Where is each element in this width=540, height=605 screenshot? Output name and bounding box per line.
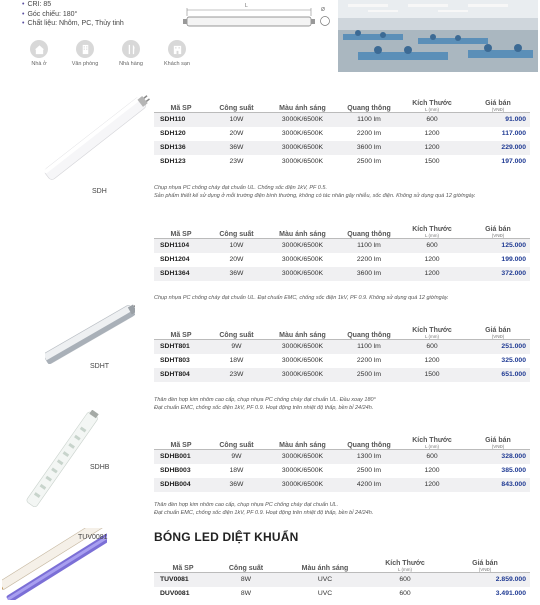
restaurant-icon <box>122 40 140 58</box>
header-sku: Mã SP <box>170 104 192 112</box>
spec-list <box>22 0 124 29</box>
table-row: SDH136 36W 3000K/6500K 3600 lm 1200 229.000 <box>154 141 530 155</box>
header-power: Công suất <box>219 441 254 449</box>
application-label: Nhà hàng <box>119 61 143 67</box>
header-price: Giá bán (VNĐ) <box>485 326 511 339</box>
product-group-label: SDH <box>92 188 107 195</box>
header-size: Kích Thước L (mm) <box>412 326 452 339</box>
spec-material: • Chất liệu: Nhôm, PC, Thủy tinh <box>22 19 124 29</box>
header-sku: Mã SP <box>170 230 192 238</box>
product-note: Thân đèn hợp kim nhôm cao cấp, chụp nhựa PC chống cháy đạt chuẩn UL. Đạt chuẩn EMC, chống sốc điện 1kV, PF 0.9. Hoạt động trên nhiệt độ thấp, bền bỉ 24/24h. <box>154 502 374 516</box>
header-lumen: Quang thông <box>347 441 391 449</box>
length-label: L <box>245 3 248 9</box>
product-note: Chụp nhựa PC chống cháy đạt chuẩn UL. Chống sốc điện 1kV, PF 0.5. Sản phẩm thiết kế sử dụng ở mỗi trường điện bình thường, không có tác nhân gây nhiễu, sốc điện. Không sử dụng quá 12 giờ/ngày. <box>154 185 476 199</box>
header-power: Công suất <box>219 230 254 238</box>
uv-section-title: BÓNG LED DIỆT KHUẨN <box>154 530 299 544</box>
header-size: Kích Thước L (mm) <box>385 559 425 572</box>
header-sku: Mã SP <box>170 441 192 449</box>
table-row: DUV0081 8W UVC 600 3.491.000 <box>160 590 526 597</box>
application-label: Văn phòng <box>71 61 99 67</box>
product-group-label: SDHB <box>90 464 110 471</box>
application-icons <box>20 40 196 67</box>
header-size: Kích Thước L (mm) <box>412 225 452 238</box>
table-row: SDHB001 9W 3000K/6500K 1300 lm 600 328.000 <box>154 449 530 464</box>
header-power: Công suất <box>228 564 264 572</box>
header-lumen: Quang thông <box>347 230 391 238</box>
house-icon <box>30 40 48 58</box>
table-row: SDHT804 23W 3000K/6500K 2500 lm 1500 651.000 <box>154 368 530 382</box>
office-icon <box>76 40 94 58</box>
factory-photo <box>338 0 538 72</box>
product-table-sdht <box>154 321 530 382</box>
application-office <box>66 40 104 67</box>
product-table-uv <box>154 550 530 601</box>
table-row: SDH1364 36W 3000K/6500K 3600 lm 1200 372.000 <box>154 267 530 281</box>
header-price: Giá bán (VNĐ) <box>485 225 511 238</box>
product-table-sdh <box>154 94 530 169</box>
header-sku: Mã SP <box>172 564 194 572</box>
header-lumen: Quang thông <box>347 331 391 339</box>
sdh-tube-image <box>40 90 150 190</box>
product-group-label: SDHT <box>90 363 110 370</box>
header-color: Màu ánh sáng <box>301 564 349 572</box>
table-row: SDH1204 20W 3000K/6500K 2200 lm 1200 199.000 <box>160 256 526 263</box>
diameter-label: Ø <box>321 7 325 13</box>
tube-dimension-diagram <box>175 3 335 43</box>
sdhb-tube-image <box>18 410 108 515</box>
header-sku: Mã SP <box>170 331 192 339</box>
table-row: SDHT801 9W 3000K/6500K 1100 lm 600 251.000 <box>154 339 530 354</box>
sdht-tube-image <box>45 302 135 369</box>
header-color: Màu ánh sáng <box>279 230 326 238</box>
header-price: Giá bán (VNĐ) <box>485 436 511 449</box>
header-color: Màu ánh sáng <box>279 331 326 339</box>
spec-cri: • CRI: 85 <box>22 0 124 10</box>
product-note: Chụp nhựa PC chống cháy đạt chuẩn UL. Đạt chuẩn EMC, chống sốc điện 1kV, PF 0.9. Không sử dụng quá 12 giờ/ngày. <box>154 295 449 301</box>
table-row: SDHT803 18W 3000K/6500K 2200 lm 1200 325.000 <box>160 357 526 364</box>
header-color: Màu ánh sáng <box>279 104 326 112</box>
table-row: SDH120 20W 3000K/6500K 2200 lm 1200 117.000 <box>160 130 526 137</box>
header-size: Kích Thước L (mm) <box>412 99 452 112</box>
product-group-label: TUV0081 <box>78 534 108 541</box>
table-row: SDH1104 10W 3000K/6500K 1100 lm 600 125.000 <box>154 238 530 253</box>
product-note: Thân đèn hợp kim nhôm cao cấp, chụp nhựa PC chống cháy đạt chuẩn UL. Đầu xoay 180° Đạt chuẩn EMC, chống sốc điện 1kV, PF 0.9. Hoạt động trên nhiệt độ thấp, bền bỉ 24/24h. <box>154 397 376 411</box>
application-label: Khách sạn <box>164 61 190 67</box>
header-power: Công suất <box>219 104 254 112</box>
application-hotel <box>158 40 196 67</box>
application-label: Nhà ở <box>31 61 47 67</box>
header-price: Giá bán (VNĐ) <box>485 99 511 112</box>
product-table-sdhb <box>154 431 530 492</box>
header-price: Giá bán (VNĐ) <box>472 559 498 572</box>
table-row: SDHB004 36W 3000K/6500K 4200 lm 1200 843.000 <box>154 478 530 492</box>
table-row: SDH123 23W 3000K/6500K 2500 lm 1500 197.000 <box>160 158 526 165</box>
header-lumen: Quang thông <box>347 104 391 112</box>
application-house <box>20 40 58 67</box>
spec-beam-angle: • Góc chiếu: 180° <box>22 10 124 20</box>
table-row: SDH110 10W 3000K/6500K 1100 lm 600 91.000 <box>154 112 530 127</box>
product-table-sdh4 <box>154 220 530 281</box>
header-power: Công suất <box>219 331 254 339</box>
header-color: Màu ánh sáng <box>279 441 326 449</box>
table-row: SDHB003 18W 3000K/6500K 2500 lm 1200 385.000 <box>160 467 526 474</box>
application-restaurant <box>112 40 150 67</box>
header-size: Kích Thước L (mm) <box>412 436 452 449</box>
table-row: TUV0081 8W UVC 600 2.859.000 <box>154 572 530 587</box>
